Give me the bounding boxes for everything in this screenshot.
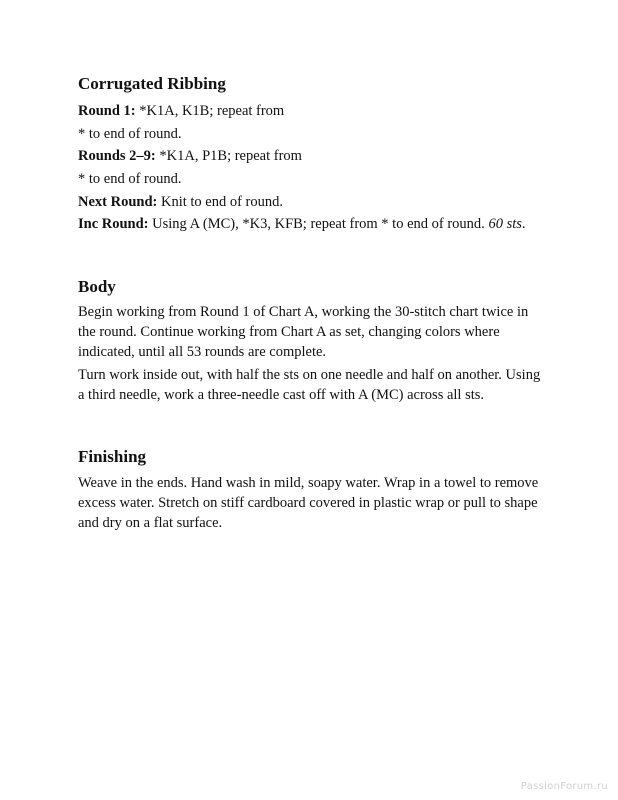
section-title-corrugated-ribbing: Corrugated Ribbing	[78, 74, 226, 93]
section-title-body: Body	[78, 277, 116, 296]
inc-round-stitch-count: 60 sts	[488, 216, 522, 232]
finishing-paragraph: Weave in the ends. Hand wash in mild, soapy water. Wrap in a towel to remove excess water. Stretch on stiff cardboard covered in plastic wrap or pull to shape and dry on a flat surface.	[78, 475, 539, 531]
round-1-text-line1: *K1A, K1B; repeat from	[135, 103, 285, 119]
inc-round-label: Inc Round:	[78, 216, 149, 232]
rounds-2-9-instruction	[78, 146, 548, 166]
watermark-text: PassionForum.ru	[520, 781, 608, 792]
next-round-text: Knit to end of round.	[157, 194, 284, 210]
round-1-label: Round 1:	[78, 103, 136, 119]
section-title-finishing: Finishing	[78, 447, 147, 466]
rounds-2-9-instruction-cont: * to end of round.	[78, 171, 182, 187]
body-paragraph-2: Turn work inside out, with half the sts on one needle and half on another. Using a third needle, work a three-needle cast off with A (MC) across all sts.	[78, 367, 541, 403]
round-1-instruction-cont: * to end of round.	[78, 126, 182, 142]
inc-round-period: .	[521, 216, 526, 232]
rounds-2-9-text-line1: *K1A, P1B; repeat from	[155, 148, 302, 164]
next-round-instruction	[78, 192, 548, 212]
next-round-label: Next Round:	[78, 194, 158, 210]
round-1-instruction	[78, 101, 548, 121]
body-paragraph-1: Begin working from Round 1 of Chart A, working the 30-stitch chart twice in the round. Continue working from Chart A as set, changing colors where indicated, until all 53 rounds are complete.	[78, 304, 529, 360]
rounds-2-9-label: Rounds 2–9:	[78, 148, 156, 164]
inc-round-instruction	[78, 214, 548, 234]
inc-round-text: Using A (MC), *K3, KFB; repeat from * to end of round.	[148, 216, 489, 232]
